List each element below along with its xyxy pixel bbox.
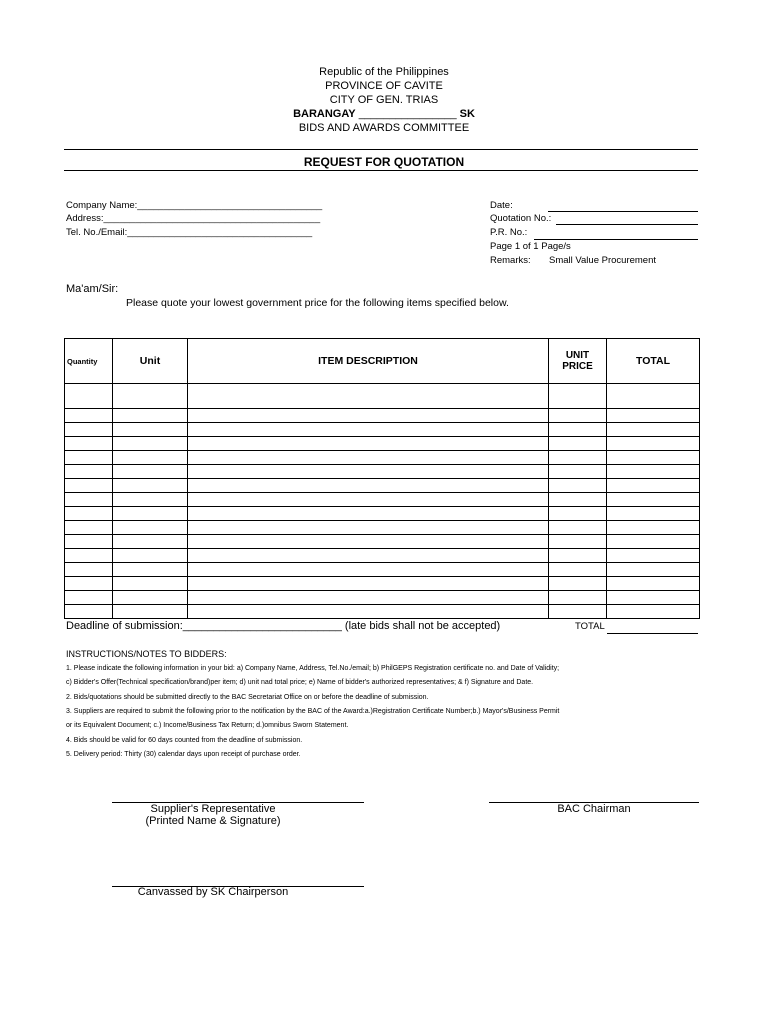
supplier-rep-label: Supplier's Representative [150,803,276,815]
remarks-label: Remarks: [490,255,531,266]
description-cell[interactable] [188,479,549,493]
company-name-field[interactable]: Company Name:___________________________________ [66,200,323,211]
barangay-label: BARANGAY [293,108,356,120]
total-cell[interactable] [607,479,700,493]
description-cell[interactable] [188,591,549,605]
notes-heading: INSTRUCTIONS/NOTES TO BIDDERS: [66,649,227,659]
col-unit-price-line2: PRICE [562,361,593,372]
table-row [65,521,700,535]
address-field[interactable]: Address:_________________________________________ [66,213,321,224]
unit-price-cell[interactable] [549,507,607,521]
description-cell[interactable] [188,521,549,535]
table-row [65,549,700,563]
note-line: 3. Suppliers are required to submit the following prior to the notification by the BAC of the Award:a.)Registration Certificate Number;b.) Mayor's/Business Permit [66,707,560,715]
date-field[interactable] [548,211,698,212]
barangay-suffix: SK [459,108,475,120]
unit-cell[interactable] [113,437,188,451]
quantity-cell[interactable] [65,521,113,535]
description-cell[interactable] [188,507,549,521]
table-header-row [65,339,700,384]
deadline-text: Deadline of submission:__________________________ (late bids shall not be accepted) [66,620,501,632]
note-line: 4. Bids should be valid for 60 days counted from the deadline of submission. [66,736,303,744]
page-count: Page 1 of 1 Page/s [490,241,571,252]
supplier-rep-sublabel: (Printed Name & Signature) [145,815,281,827]
total-cell[interactable] [607,409,700,423]
table-row [65,605,700,619]
unit-price-cell[interactable] [549,465,607,479]
header-barangay [0,108,768,120]
quantity-cell[interactable] [65,451,113,465]
description-cell[interactable] [188,605,549,619]
total-cell[interactable] [607,423,700,437]
description-cell[interactable] [188,577,549,591]
remarks-value: Small Value Procurement [549,255,657,266]
unit-price-cell[interactable] [549,437,607,451]
description-cell[interactable] [188,465,549,479]
description-cell[interactable] [188,493,549,507]
unit-price-cell[interactable] [549,591,607,605]
table-row [65,423,700,437]
header-republic: Republic of the Philippines [319,66,449,78]
tel-email-field[interactable]: Tel. No./Email:___________________________________ [66,227,313,238]
unit-cell[interactable] [113,521,188,535]
note-line: 1. Please indicate the following information in your bid: a) Company Name, Address, Tel.No./email; b) PhilGEPS Registration certificate no. and Date of Validity; [66,665,560,672]
quantity-cell[interactable] [65,605,113,619]
unit-price-cell[interactable] [549,563,607,577]
table-row [65,493,700,507]
unit-price-cell[interactable] [549,384,607,409]
quantity-cell[interactable] [65,479,113,493]
unit-cell[interactable] [113,563,188,577]
table-row [65,479,700,493]
total-cell[interactable] [607,465,700,479]
table-row [65,409,700,423]
canvassed-label: Canvassed by SK Chairperson [137,886,289,898]
unit-cell[interactable] [113,409,188,423]
total-cell[interactable] [607,451,700,465]
table-row [65,451,700,465]
table-row [65,577,700,591]
description-cell[interactable] [188,549,549,563]
total-cell[interactable] [607,563,700,577]
barangay-blank: ________________ [358,108,457,120]
description-cell[interactable] [188,423,549,437]
quotation-no-field[interactable] [556,224,698,225]
quantity-cell[interactable] [65,549,113,563]
unit-price-cell[interactable] [549,605,607,619]
unit-price-cell[interactable] [549,423,607,437]
unit-price-cell[interactable] [549,535,607,549]
col-item-description: ITEM DESCRIPTION [188,339,549,384]
unit-price-cell[interactable] [549,549,607,563]
title-rule-bottom [64,170,698,171]
items-table [64,338,700,619]
unit-cell[interactable] [113,423,188,437]
unit-price-cell[interactable] [549,493,607,507]
description-cell[interactable] [188,535,549,549]
instruction-line: Please quote your lowest government price for the following items specified below. [126,297,509,309]
note-line: c) Bidder's Offer(Technical specification/brand)per item; d) unit nad total price; e) Name of bidder's authorized representatives; & f) Signature and Date. [66,679,534,687]
quantity-cell[interactable] [65,465,113,479]
salutation: Ma'am/Sir: [66,283,119,295]
description-cell[interactable] [188,437,549,451]
col-total: TOTAL [607,339,700,384]
total-cell[interactable] [607,507,700,521]
unit-cell[interactable] [113,535,188,549]
table-row [65,535,700,549]
note-line: 5. Delivery period: Thirty (30) calendar days upon receipt of purchase order. [66,750,301,758]
header-city: CITY OF GEN. TRIAS [329,94,439,106]
total-cell[interactable] [607,437,700,451]
quantity-cell[interactable] [65,591,113,605]
description-cell[interactable] [188,409,549,423]
pr-no-label: P.R. No.: [490,227,528,238]
title-rule-top [64,149,698,150]
unit-price-cell[interactable] [549,479,607,493]
total-cell[interactable] [607,493,700,507]
unit-cell[interactable] [113,384,188,409]
total-cell[interactable] [607,535,700,549]
unit-price-cell[interactable] [549,409,607,423]
description-cell[interactable] [188,563,549,577]
total-cell[interactable] [607,549,700,563]
unit-price-cell[interactable] [549,577,607,591]
note-line: or its Equivalent Document; c.) Income/Business Tax Return; d.)omnibus Sworn Statement. [66,722,349,730]
unit-cell[interactable] [113,605,188,619]
total-cell[interactable] [607,605,700,619]
col-unit-price [549,339,607,384]
total-cell[interactable] [607,384,700,409]
unit-cell[interactable] [113,591,188,605]
table-row [65,437,700,451]
header-committee: BIDS AND AWARDS COMMITTEE [298,122,470,134]
description-cell[interactable] [188,384,549,409]
quantity-cell[interactable] [65,409,113,423]
page-title: REQUEST FOR QUOTATION [303,155,465,169]
quantity-cell[interactable] [65,577,113,591]
table-row [65,465,700,479]
description-cell[interactable] [188,451,549,465]
pr-no-field[interactable] [534,239,698,240]
table-row [65,591,700,605]
quantity-cell[interactable] [65,563,113,577]
quantity-cell[interactable] [65,535,113,549]
table-row [65,384,700,409]
total-label: TOTAL [575,621,605,632]
header-province: PROVINCE OF CAVITE [325,80,443,92]
col-quantity: Quantity [65,339,113,384]
unit-cell[interactable] [113,465,188,479]
unit-cell[interactable] [113,451,188,465]
unit-price-cell[interactable] [549,451,607,465]
table-row [65,563,700,577]
total-cell[interactable] [607,591,700,605]
quantity-cell[interactable] [65,423,113,437]
unit-cell[interactable] [113,507,188,521]
unit-cell[interactable] [113,549,188,563]
quantity-cell[interactable] [65,507,113,521]
quantity-cell[interactable] [65,493,113,507]
unit-cell[interactable] [113,493,188,507]
total-cell[interactable] [607,577,700,591]
total-field[interactable] [607,633,698,634]
unit-cell[interactable] [113,577,188,591]
table-row [65,507,700,521]
unit-cell[interactable] [113,479,188,493]
quotation-no-label: Quotation No.: [490,213,552,224]
col-unit-price-line1: UNIT [565,350,590,361]
bac-chairman-label: BAC Chairman [557,803,631,815]
quantity-cell[interactable] [65,384,113,409]
col-unit: Unit [113,339,188,384]
date-label: Date: [490,200,513,211]
unit-price-cell[interactable] [549,521,607,535]
total-cell[interactable] [607,521,700,535]
note-line: 2. Bids/quotations should be submitted directly to the BAC Secretariat Office on or before the deadline of submission. [66,693,429,701]
quantity-cell[interactable] [65,437,113,451]
